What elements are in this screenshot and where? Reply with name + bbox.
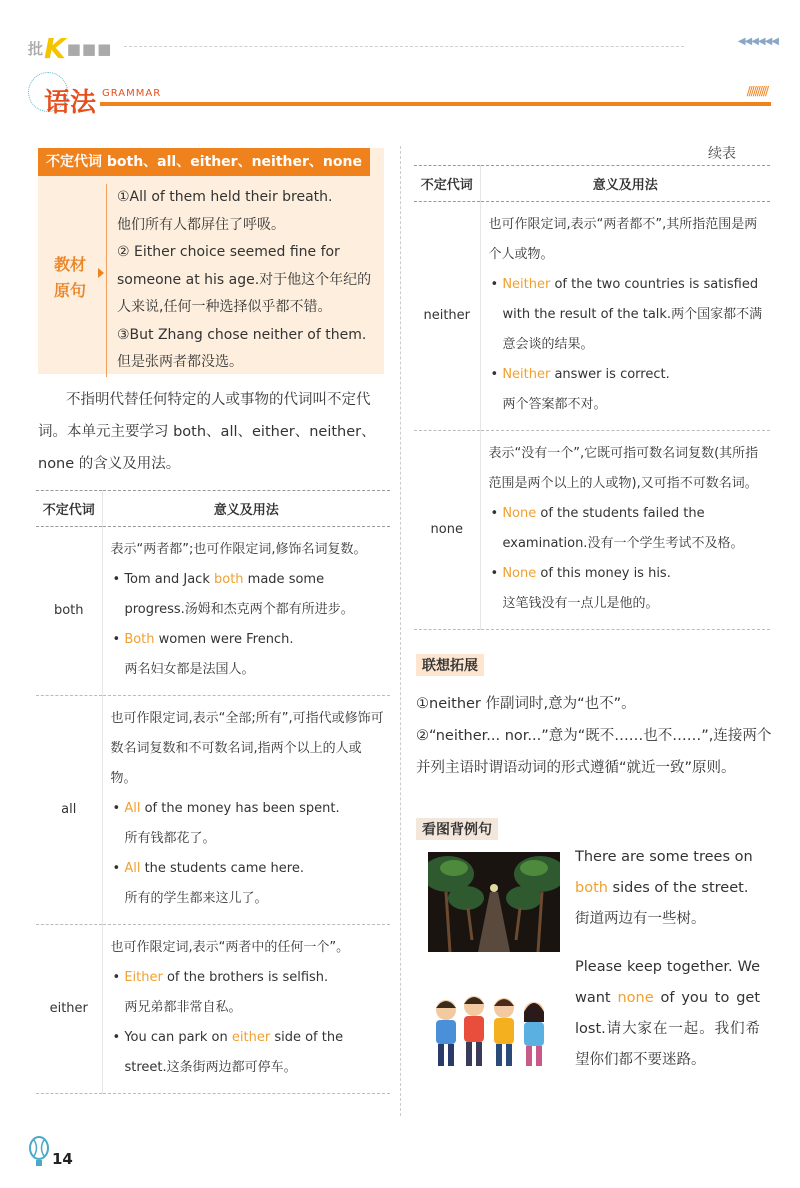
example-text: of the students failed the examination. bbox=[502, 506, 705, 551]
table-row bbox=[36, 696, 390, 925]
table-row bbox=[414, 431, 770, 630]
table-row bbox=[36, 925, 390, 1094]
example-text: of the two countries is satisfied with the result of the talk. bbox=[502, 277, 759, 322]
example-text: answer is correct. bbox=[550, 367, 670, 382]
table-row bbox=[414, 202, 770, 431]
hatch-decoration-icon: ////////// bbox=[746, 84, 767, 98]
example-translation: 两个国家都不满意会谈的结果。 bbox=[502, 307, 763, 352]
picture-sentences-title: 看图背例句 bbox=[416, 818, 498, 840]
example-text: You can park on bbox=[124, 1030, 232, 1045]
textbook-label-line2: 原句 bbox=[53, 281, 86, 300]
section-header bbox=[36, 78, 771, 118]
topic-title: 不定代词 both、all、either、neither、none bbox=[38, 148, 370, 176]
example-text: the students came here. bbox=[140, 861, 304, 876]
table-header-row bbox=[36, 491, 390, 527]
sentence-2 bbox=[117, 239, 380, 322]
highlight-word: Both bbox=[124, 632, 155, 647]
example-neither-2 bbox=[489, 360, 765, 390]
intro-text: 不指明代替任何特定的人或事物的代词叫不定代词。本单元主要学习 both、all、either、neither、none 的含义及用法。 bbox=[38, 392, 376, 472]
example-text: of the brothers is selfish. bbox=[162, 970, 329, 985]
example-all-1 bbox=[111, 794, 385, 824]
desc-either: 也可作限定词,表示“两者中的任何一个”。 bbox=[110, 940, 350, 955]
highlight-word: both bbox=[214, 572, 244, 587]
example-both-1 bbox=[111, 565, 385, 625]
highlight-word: Neither bbox=[502, 367, 551, 382]
textbook-sentences bbox=[106, 184, 380, 377]
example-text: Please keep together. We want bbox=[575, 959, 760, 1006]
example-text: side of the street. bbox=[124, 1030, 344, 1075]
textbook-label bbox=[50, 252, 90, 304]
word-all: all bbox=[36, 696, 102, 925]
picture-sentence-1 bbox=[575, 842, 760, 935]
example-text: made some progress. bbox=[124, 572, 325, 617]
children-picture bbox=[428, 986, 560, 1076]
word-neither: neither bbox=[414, 202, 480, 431]
highlight-word: All bbox=[124, 861, 141, 876]
top-strip bbox=[28, 22, 778, 65]
example-text: There are some trees on bbox=[575, 849, 753, 865]
table-row bbox=[36, 527, 390, 696]
word-none: none bbox=[414, 431, 480, 630]
example-text: of this money is his. bbox=[536, 566, 671, 581]
example-both-2 bbox=[111, 625, 385, 655]
balloon-icon bbox=[28, 1136, 50, 1168]
highlight-word: Either bbox=[124, 970, 163, 985]
example-translation: 两个答案都不对。 bbox=[502, 397, 607, 412]
header-word: 不定代词 bbox=[414, 166, 480, 202]
example-text: of you to get lost. bbox=[575, 990, 761, 1037]
example-translation: 请大家在一起。我们希望你们都不要迷路。 bbox=[575, 1021, 760, 1068]
column-divider bbox=[400, 146, 401, 1116]
sentence-2-cn: 对于他这个年纪的人来说,任何一种选择似乎都不错。 bbox=[117, 271, 372, 315]
section-bar bbox=[100, 102, 771, 106]
triangle-decoration-icon: ◀◀◀◀◀◀ bbox=[737, 36, 778, 47]
textbook-label-line1: 教材 bbox=[53, 255, 86, 274]
desc-all: 也可作限定词,表示“全部;所有”,可指代或修饰可数名词复数和不可数名词,指两个以上的人或物。 bbox=[110, 711, 384, 786]
usage-table-right bbox=[414, 165, 770, 630]
example-translation: 两名妇女都是法国人。 bbox=[124, 662, 255, 677]
section-title: 语法 bbox=[44, 88, 97, 118]
brand-logo: 批K■■■ bbox=[28, 32, 113, 65]
table-header-row bbox=[414, 166, 770, 202]
tree-street-picture bbox=[428, 852, 560, 952]
highlight-word: None bbox=[502, 566, 537, 581]
top-divider bbox=[124, 46, 684, 47]
example-text: sides of the street. bbox=[607, 880, 749, 896]
example-translation: 没有一个学生考试不及格。 bbox=[587, 536, 744, 551]
example-text: women were French. bbox=[154, 632, 294, 647]
example-translation: 这笔钱没有一点儿是他的。 bbox=[502, 596, 659, 611]
example-translation: 这条街两边都可停车。 bbox=[166, 1060, 297, 1075]
usage-either bbox=[102, 925, 390, 1094]
header-usage: 意义及用法 bbox=[102, 491, 390, 527]
example-none-1 bbox=[489, 499, 765, 559]
example-either-2 bbox=[111, 1023, 385, 1083]
word-either: either bbox=[36, 925, 102, 1094]
highlight-word: either bbox=[231, 1030, 271, 1045]
header-usage: 意义及用法 bbox=[480, 166, 770, 202]
sentence-1-cn: 他们所有人都屏住了呼吸。 bbox=[117, 216, 285, 233]
usage-neither bbox=[480, 202, 770, 431]
example-translation: 两兄弟都非常自私。 bbox=[124, 1000, 242, 1015]
highlight-word: Neither bbox=[502, 277, 551, 292]
highlight-word: both bbox=[575, 880, 608, 896]
desc-neither: 也可作限定词,表示“两者都不”,其所指范围是两个人或物。 bbox=[488, 217, 758, 262]
example-translation: 汤姆和杰克两个都有所进步。 bbox=[184, 602, 354, 617]
example-text: Tom and Jack bbox=[124, 572, 214, 587]
page-number-text: 14 bbox=[52, 1150, 73, 1168]
sentence-1-en: ①All of them held their breath. bbox=[117, 189, 333, 205]
topic-box bbox=[38, 148, 384, 374]
example-either-1 bbox=[111, 963, 385, 993]
example-all-2 bbox=[111, 854, 385, 884]
section-subtitle: GRAMMAR bbox=[102, 88, 162, 99]
desc-none: 表示“没有一个”,它既可指可数名词复数(其所指范围是两个以上的人或物),又可指不可数名词。 bbox=[488, 446, 759, 491]
pointer-icon bbox=[98, 268, 104, 278]
usage-table-left bbox=[36, 490, 390, 1094]
intro-paragraph bbox=[38, 384, 390, 480]
example-neither-1 bbox=[489, 270, 765, 360]
example-translation: 所有钱都花了。 bbox=[124, 831, 216, 846]
highlight-word: none bbox=[617, 990, 654, 1006]
example-none-2 bbox=[489, 559, 765, 589]
example-translation: 所有的学生都来这儿了。 bbox=[124, 891, 268, 906]
sentence-3-cn: 但是张两者都没选。 bbox=[117, 354, 243, 370]
usage-both bbox=[102, 527, 390, 696]
example-translation: 街道两边有一些树。 bbox=[575, 911, 706, 927]
desc-both: 表示“两者都”;也可作限定词,修饰名词复数。 bbox=[110, 542, 367, 557]
picture-sentence-2 bbox=[575, 952, 760, 1076]
usage-all bbox=[102, 696, 390, 925]
word-both: both bbox=[36, 527, 102, 696]
association-title: 联想拓展 bbox=[416, 654, 484, 676]
example-text: of the money has been spent. bbox=[140, 801, 340, 816]
header-word: 不定代词 bbox=[36, 491, 102, 527]
association-point-2: ②“neither... nor...”意为“既不……也不……”,连接两个并列主语时谓语动词的形式遵循“就近一致”原则。 bbox=[416, 728, 772, 776]
highlight-word: All bbox=[124, 801, 141, 816]
association-body bbox=[416, 688, 772, 784]
continued-label: 续表 bbox=[708, 146, 736, 162]
sentence-3-en: ③But Zhang chose neither of them. bbox=[117, 326, 367, 343]
highlight-word: None bbox=[502, 506, 537, 521]
usage-none bbox=[480, 431, 770, 630]
sentence-2-en: ② Either choice seemed fine for someone at his age. bbox=[117, 244, 340, 288]
association-point-1: ①neither 作副词时,意为“也不”。 bbox=[416, 696, 636, 712]
